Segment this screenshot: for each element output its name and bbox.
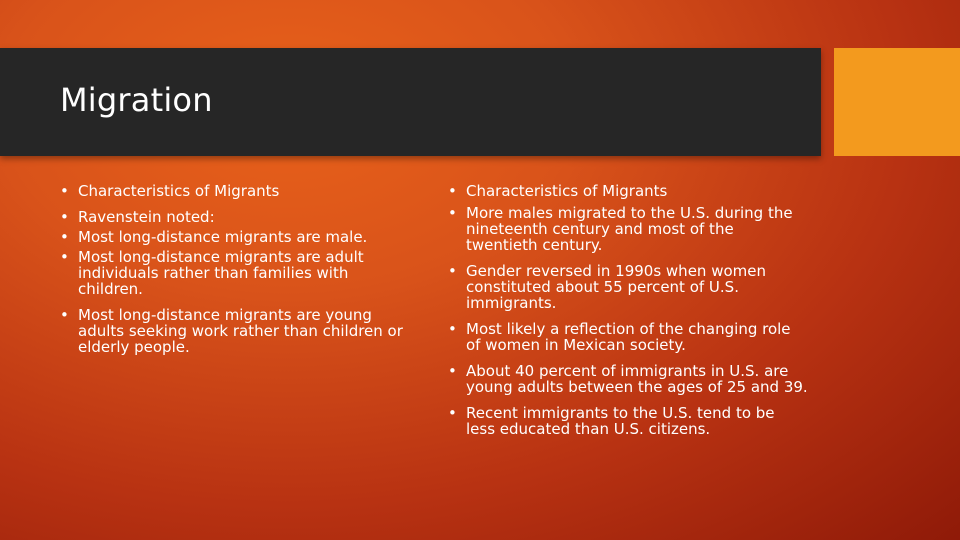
list-item [448, 205, 808, 253]
list-item [60, 229, 410, 245]
list-item-text: Most long-distance migrants are male. [78, 228, 368, 246]
right-column [448, 183, 808, 447]
bullet-icon: • [448, 182, 457, 200]
bullet-icon: • [60, 182, 69, 200]
list-item [60, 307, 410, 355]
bullet-icon: • [448, 404, 457, 422]
list-item [448, 363, 808, 395]
list-item-text: Most long-distance migrants are adult individuals rather than families with children. [78, 248, 364, 298]
bullet-icon: • [448, 262, 457, 280]
bullet-icon: • [448, 204, 457, 222]
list-item-text: Characteristics of Migrants [466, 182, 668, 200]
list-item-text: More males migrated to the U.S. during the nineteenth century and most of the twentieth century. [466, 204, 793, 254]
list-item-text: Gender reversed in 1990s when women constituted about 55 percent of U.S. immigrants. [466, 262, 766, 312]
bullet-icon: • [60, 248, 69, 266]
bullet-icon: • [60, 228, 69, 246]
bullet-icon: • [448, 362, 457, 380]
accent-block [834, 48, 960, 156]
list-item-text: Most long-distance migrants are young adults seeking work rather than children or elderly people. [78, 306, 403, 356]
left-column [60, 183, 410, 365]
list-item-text: Recent immigrants to the U.S. tend to be less educated than U.S. citizens. [466, 404, 775, 438]
list-item [60, 249, 410, 297]
list-item-text: About 40 percent of immigrants in U.S. are young adults between the ages of 25 and 39. [466, 362, 808, 396]
list-item-text: Most likely a reflection of the changing role of women in Mexican society. [466, 320, 791, 354]
list-item [448, 263, 808, 311]
bullet-icon: • [60, 306, 69, 324]
bullet-icon: • [60, 208, 69, 226]
bullet-icon: • [448, 320, 457, 338]
list-item-text: Ravenstein noted: [78, 208, 215, 226]
list-item-text: Characteristics of Migrants [78, 182, 280, 200]
right-bullet-list [448, 183, 808, 437]
left-bullet-list [60, 183, 410, 355]
list-item [448, 405, 808, 437]
list-item [448, 183, 808, 199]
slide-title: Migration [60, 81, 213, 119]
list-item [60, 183, 410, 199]
list-item [448, 321, 808, 353]
list-item [60, 209, 410, 225]
